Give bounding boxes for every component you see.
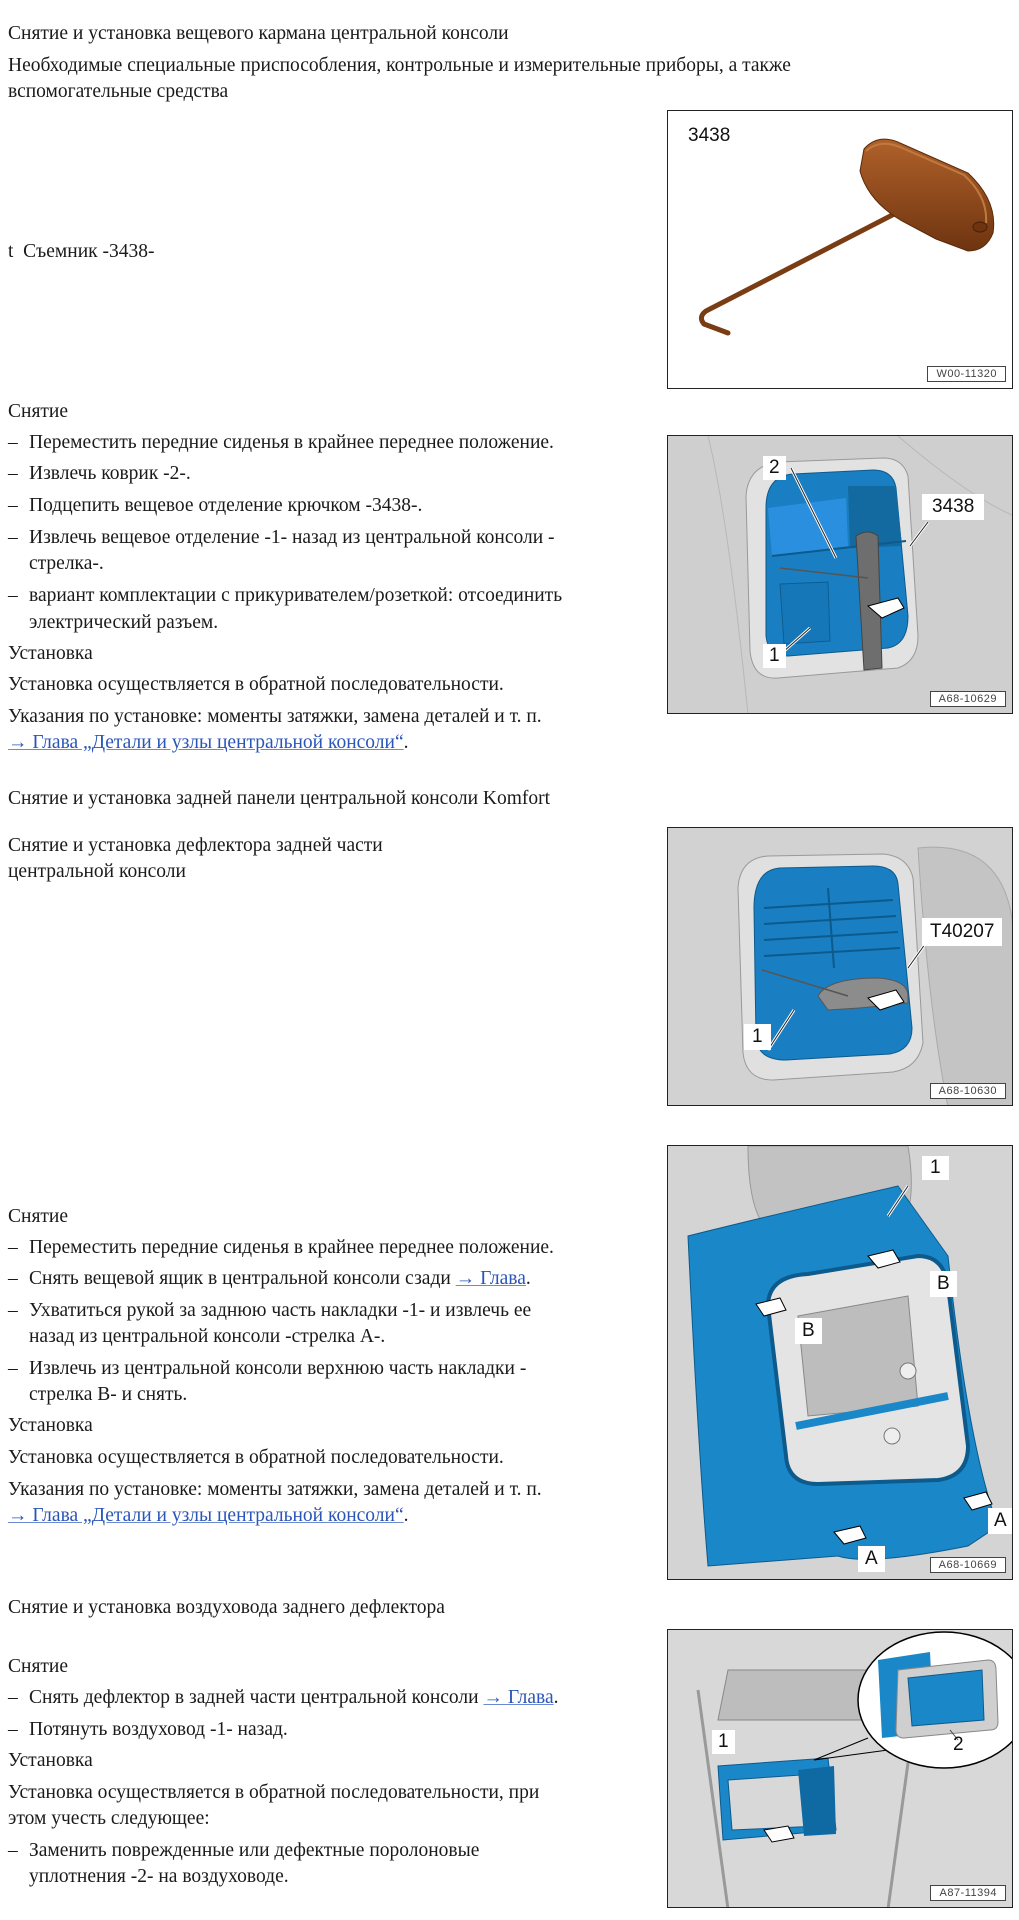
section-title-rear-deflector-line1: Снятие и установка дефлектора задней части	[8, 835, 383, 856]
removal-step: – Ухватиться рукой за заднюю часть накладки -1- и извлечь ее	[8, 1300, 532, 1321]
callout-2: 2	[763, 456, 786, 480]
install-text-line2: этом учесть следующее:	[8, 1808, 210, 1829]
figure-id: A87-11394	[930, 1885, 1006, 1901]
removal-heading: Снятие	[8, 1206, 69, 1227]
section-title-air-duct: Снятие и установка воздуховода заднего дефлектора	[8, 1597, 445, 1618]
air-duct-illustration	[668, 1630, 1013, 1908]
install-step-continued: уплотнения -2- на воздуховоде.	[29, 1866, 289, 1887]
removal-step: – Подцепить вещевое отделение крючком -3438-.	[8, 495, 423, 516]
tools-heading-line2: вспомогательные средства	[8, 81, 229, 102]
callout-1: 1	[763, 644, 786, 668]
removal-step: – Снять вещевой ящик в центральной консоли сзади → Глава.	[8, 1268, 531, 1289]
chapter-link-console-parts[interactable]: → Глава „Детали и узлы центральной консоли“	[8, 732, 404, 753]
dash: –	[8, 1840, 18, 1861]
figure-id: W00-11320	[927, 366, 1006, 382]
chapter-link-console-parts[interactable]: → Глава „Детали и узлы центральной консоли“	[8, 1505, 404, 1526]
callout-arrow-a: A	[988, 1508, 1013, 1534]
install-heading: Установка	[8, 643, 93, 664]
dash: –	[8, 527, 18, 548]
removal-step: – Переместить передние сиденья в крайнее переднее положение.	[8, 1237, 554, 1258]
dash: –	[8, 1268, 18, 1289]
callout-1: 1	[712, 1730, 735, 1754]
install-text: Установка осуществляется в обратной последовательности.	[8, 674, 504, 695]
callout-arrow-b: B	[930, 1271, 957, 1297]
figure-id: A68-10669	[930, 1557, 1006, 1573]
section-title-rear-deflector-line2: центральной консоли	[8, 861, 186, 882]
chapter-link[interactable]: → Глава	[483, 1687, 554, 1708]
dash: –	[8, 585, 18, 606]
dash: –	[8, 495, 18, 516]
install-step: – Заменить поврежденные или дефектные поролоновые	[8, 1840, 480, 1861]
callout-t40207: T40207	[922, 918, 1002, 946]
rear-panel-trim-illustration	[668, 1146, 1013, 1580]
removal-step: – вариант комплектации с прикуривателем/розеткой: отсоединить	[8, 585, 563, 606]
removal-step: – Извлечь вещевое отделение -1- назад из центральной консоли -	[8, 527, 555, 548]
removal-heading: Снятие	[8, 401, 69, 422]
install-hint: Указания по установке: моменты затяжки, замена деталей и т. п.	[8, 1479, 542, 1500]
callout-arrow-a: A	[858, 1546, 885, 1572]
callout-1: 1	[922, 1156, 949, 1180]
rear-deflector-illustration	[668, 828, 1013, 1106]
figure-storage-pocket	[667, 435, 1013, 714]
section-title-rear-panel-komfort: Снятие и установка задней панели центральной консоли Komfort	[8, 788, 551, 809]
dash: –	[8, 463, 18, 484]
dash: –	[8, 432, 18, 453]
install-text-line1: Установка осуществляется в обратной последовательности, при	[8, 1782, 540, 1803]
dash: –	[8, 1358, 18, 1379]
figure-tool-3438	[667, 110, 1013, 389]
install-heading: Установка	[8, 1415, 93, 1436]
section-title-storage-pocket: Снятие и установка вещевого кармана центральной консоли	[8, 23, 509, 44]
install-hint-link-line: → Глава „Детали и узлы центральной консоли“.	[8, 732, 409, 753]
install-hint: Указания по установке: моменты затяжки, замена деталей и т. п.	[8, 706, 542, 727]
install-text: Установка осуществляется в обратной последовательности.	[8, 1447, 504, 1468]
removal-step: – Переместить передние сиденья в крайнее переднее положение.	[8, 432, 554, 453]
dash: –	[8, 1300, 18, 1321]
install-hint-link-line: → Глава „Детали и узлы центральной консоли“.	[8, 1505, 409, 1526]
figure-id: A68-10630	[930, 1083, 1006, 1099]
removal-step: – Снять дефлектор в задней части центральной консоли → Глава.	[8, 1687, 559, 1708]
removal-step-continued: электрический разъем.	[29, 612, 219, 633]
tool-name: Съемник -3438-	[23, 241, 155, 262]
dash: –	[8, 1719, 18, 1740]
removal-step-continued: назад из центральной консоли -стрелка А-.	[29, 1326, 386, 1347]
removal-step: – Извлечь коврик -2-.	[8, 463, 191, 484]
figure-tool-label: 3438	[688, 125, 731, 146]
dash: –	[8, 1237, 18, 1258]
install-heading: Установка	[8, 1750, 93, 1771]
tools-heading-line1: Необходимые специальные приспособления, контрольные и измерительные приборы, а также	[8, 55, 791, 76]
figure-id: A68-10629	[930, 691, 1006, 707]
tool-bullet: t	[8, 241, 14, 262]
callout-2: 2	[953, 1734, 964, 1755]
removal-step: – Потянуть воздуховод -1- назад.	[8, 1719, 288, 1740]
hook-tool-illustration	[668, 111, 1013, 389]
callout-1: 1	[744, 1024, 771, 1050]
tool-list-item	[8, 240, 154, 264]
chapter-link[interactable]: → Глава	[455, 1268, 526, 1289]
figure-air-duct	[667, 1629, 1013, 1908]
storage-pocket-illustration	[668, 436, 1013, 714]
removal-step: – Извлечь из центральной консоли верхнюю часть накладки -	[8, 1358, 527, 1379]
callout-3438: 3438	[922, 494, 984, 520]
removal-step-continued: стрелка В- и снять.	[29, 1384, 188, 1405]
figure-rear-deflector	[667, 827, 1013, 1106]
callout-arrow-b: B	[795, 1318, 822, 1344]
removal-step-continued: стрелка-.	[29, 553, 104, 574]
figure-rear-panel-trim	[667, 1145, 1013, 1580]
dash: –	[8, 1687, 18, 1708]
removal-heading: Снятие	[8, 1656, 69, 1677]
